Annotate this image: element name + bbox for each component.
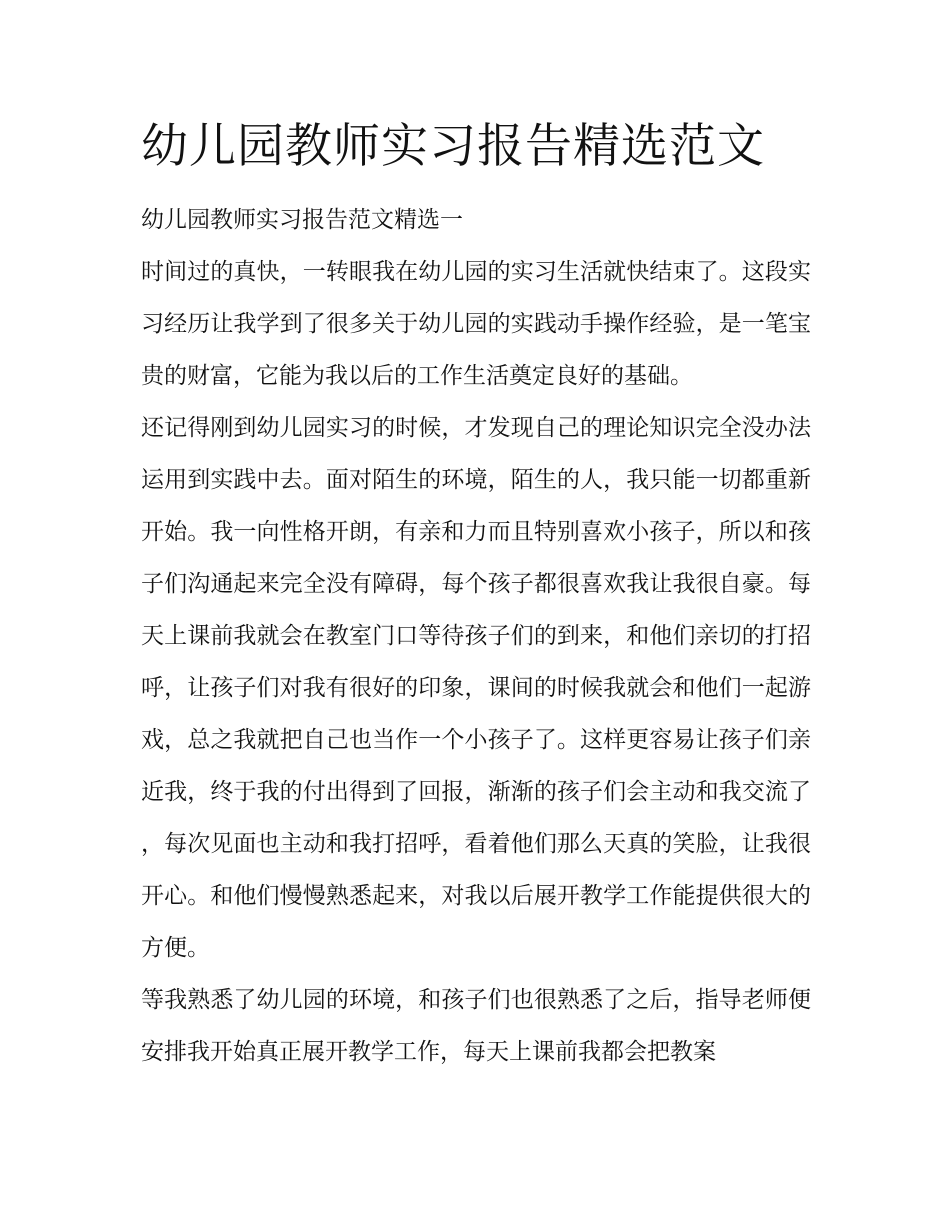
paragraph-1: 时间过的真快，一转眼我在幼儿园的实习生活就快结束了。这段实习经历让我学到了很多关于幼儿园的实践动手操作经验，是一笔宝贵的财富，它能为我以后的工作生活奠定良好的基础。 [141, 259, 811, 389]
paragraph-3: 等我熟悉了幼儿园的环境，和孩子们也很熟悉了之后，指导老师便安排我开始真正展开教学工作，每天上课前我都会把教案 [141, 987, 811, 1065]
section-heading: 幼儿园教师实习报告范文精选一 [141, 207, 463, 233]
document-title: 幼儿园教师实习报告精选范文 [141, 119, 765, 174]
document-body [141, 112, 811, 1078]
paragraph-2: 还记得刚到幼儿园实习的时候，才发现自己的理论知识完全没办法运用到实践中去。面对陌生的环境，陌生的人，我只能一切都重新开始。我一向性格开朗，有亲和力而且特别喜欢小孩子，所以和孩子们沟通起来完全没有障碍，每个孩子都很喜欢我让我很自豪。每天上课前我就会在教室门口等待孩子们的到来，和他们亲切的打招呼，让孩子们对我有很好的印象，课间的时候我就会和他们一起游戏，总之我就把自己也当作一个小孩子了。这样更容易让孩子们亲近我，终于我的付出得到了回报，渐渐的孩子们会主动和我交流了，每次见面也主动和我打招呼，看着他们那么天真的笑脸，让我很开心。和他们慢慢熟悉起来，对我以后展开教学工作能提供很大的方便。 [141, 415, 811, 961]
